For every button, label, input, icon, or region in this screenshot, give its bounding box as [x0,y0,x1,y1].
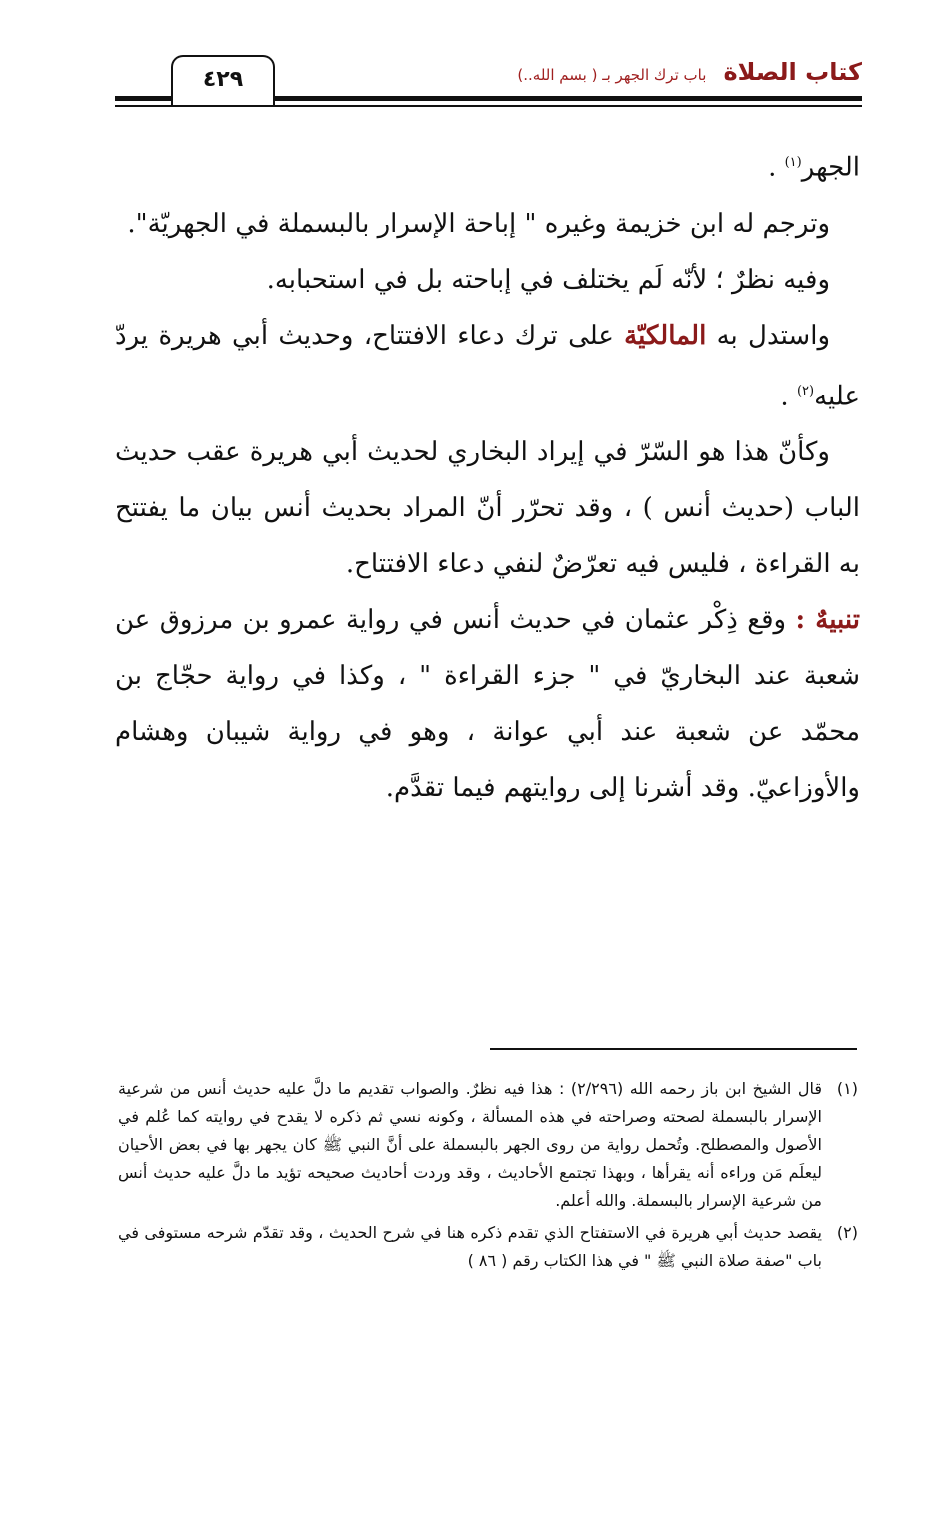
paragraph-text: وترجم له ابن خزيمة وغيره " إباحة الإسرار بالبسملة في الجهريّة". [127,208,830,239]
footnote-number: (١) [836,1079,858,1098]
paragraph-4 [115,308,860,425]
paragraph-text: واستدل به [716,320,830,351]
footnote-ref-2: (٢) [796,383,815,399]
paragraph-3 [115,252,860,308]
main-text [115,135,860,816]
paragraph-1 [115,135,860,196]
paragraph-6 [115,592,860,816]
paragraph-text: وكأنّ هذا هو السّرّ في إيراد البخاري لحديث أبي هريرة عقب حديث الباب (حديث أنس ) ، وقد تحرّر أنّ المراد بحديث أنس بيان ما يفتتح به القراءة ، فليس فيه تعرّضٌ لنفي دعاء الافتتاح. [115,437,860,580]
footnote-text: قال الشيخ ابن باز رحمه الله (٢/٢٩٦) : هذا فيه نظرٌ. والصواب تقديم ما دلَّ عليه حديث أنس من شرعية الإسرار بالبسملة لصحته وصراحته في هذه المسألة ، وكونه نسي ثم ذكره لا يقدح في روايته كما عُلم في الأصول والمصطلح. وتُحمل رواية من روى الجهر بالبسملة على أنَّ النبي ﷺ كان يجهر بها في بعض الأحيان ليعلَم مَن وراءه أنه يقرأها ، وبهذا تجتمع الأحاديث ، وقد وردت أحاديث صحيحه تؤيد ما دلَّ عليه حديث أنس من شرعية الإسرار بالبسملة. والله أعلم. [118,1079,823,1210]
paragraph-end: . [768,152,777,183]
paragraph-2 [115,196,860,252]
paragraph-end: . [780,381,789,412]
chapter-title: باب ترك الجهر بـ ( بسم الله..) [517,66,707,84]
paragraph-5 [115,424,860,592]
page-header [115,52,862,110]
footnote-2 [118,1219,858,1275]
note-label: تنبيهٌ : [795,605,860,636]
footnote-text: يقصد حديث أبي هريرة في الاستفتاح الذي تقدم ذكره هنا في شرح الحديث ، وقد تقدّم شرحه مستوفى في باب "صفة صلاة النبي ﷺ " في هذا الكتاب رقم ( ٨٦ ) [118,1223,822,1270]
page-number: ٤٢٩ [171,55,275,105]
footnotes [118,1075,858,1279]
footnote-separator [490,1048,857,1050]
paragraph-text: وفيه نظرٌ ؛ لأنّه لَم يختلف في إباحته بل في استحبابه. [266,264,830,295]
paragraph-text: وقع ذِكْر عثمان في حديث أنس في رواية عمرو بن مرزوق عن شعبة عند البخاريّ في " جزء القراءة " ، وكذا في رواية حجّاج بن محمّد عن شعبة عند أبي عوانة ، وهو في رواية شيبان وهشام والأوزاعيّ. وقد أشرنا إلى روايتهم فيما تقدَّم. [115,605,860,804]
book-title: كتاب الصلاة [723,58,862,86]
header-rule-thin [115,105,862,107]
footnote-ref-1: (١) [784,155,802,170]
paragraph-text: على ترك دعاء الافتتاح، وحديث أبي هريرة يردّ عليه [115,320,860,412]
running-title [517,58,862,86]
paragraph-text: الجهر [801,152,860,183]
footnote-1 [118,1075,858,1215]
footnote-number: (٢) [836,1223,858,1242]
highlight-term: المالكيّة [624,320,707,351]
